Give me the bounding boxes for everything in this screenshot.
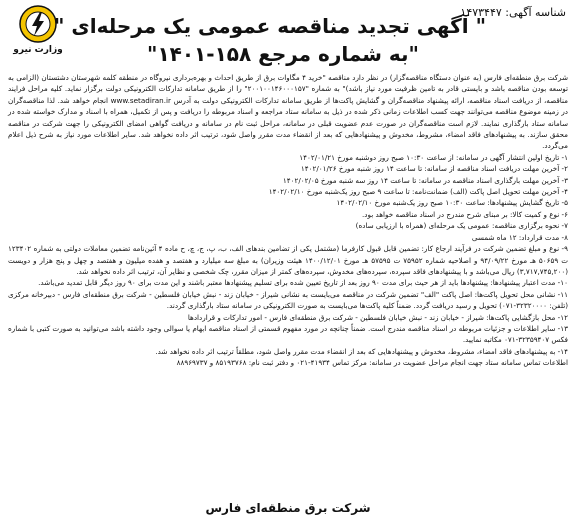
item-4: ۴- آخرین مهلت تحویل اصل پاکت (الف) ضمانت‌نامه: تا ساعت ۹ صبح روز یک‌شنبه مورخ ۱۴۰۲/۰۲/۱۰ xyxy=(268,187,568,197)
item-5: ۵- تاریخ گشایش پیشنهادها: ساعت ۱۰:۳۰ صبح روز یک‌شنبه مورخ ۱۴۰۲/۰۲/۱۰ xyxy=(336,198,568,208)
ad-reference-number: "به شماره مرجع ۱۵۸-۱۴۰۱" xyxy=(147,42,419,66)
item-11: ۱۱- نشانی محل تحویل پاکت‌ها: اصل پاکت "الف" تضمین شرکت در مناقصه می‌بایست به نشانی شیراز - خیابان زند - نبش خیابان فلسطین - شرکت برق منطقه‌ای فارس - دبیرخانه مرکزی (تلفن: ۳۲۳۲۰۰۰۰-۰۷۱) تحویل و رسید دریافت گردد. ضمناً کلیه پاکت‌ها می‌بایست به صورت الکترونیکی در سامانه ستاد بارگذاری گردند. xyxy=(8,289,568,311)
item-3: ۳- آخرین مهلت بارگذاری اسناد مناقصه در سامانه: تا ساعت ۱۴ روز سه شنبه مورخ ۱۴۰۲/۰۲/۰۵ xyxy=(282,175,568,185)
company-signature: شرکت برق منطقه‌ای فارس xyxy=(205,501,371,515)
item-8: ۸- مدت قرارداد: ۱۲ ماه شمسی xyxy=(471,232,568,242)
item-6: ۶- نوع و کمیت کالا: بر مبنای شرح مندرج در اسناد مناقصه خواهد بود. xyxy=(362,209,568,219)
item-14: ۱۴- به پیشنهادهای فاقد امضاء، مشروط، مخدوش و پیشنهادهایی که بعد از انقضاء مدت مقرر واصل شود، مطلقاً ترتیب اثر داده نخواهد شد. xyxy=(155,346,568,356)
item-12: ۱۲- محل بازگشایی پاکت‌ها: شیراز - خیابان زند - نبش خیابان فلسطین - شرکت برق منطقه‌ای فارس - امور تدارکات و قراردادها xyxy=(187,312,568,322)
item-10: ۱۰- مدت اعتبار پیشنهادها: پیشنهادها باید از هر حیث برای مدت ۹۰ روز بعد از تاریخ تعیین شده برای تسلیم پیشنهادها معتبر باشند و این مدت برای ۹۰ روز دیگر قابل تمدید می‌باشد. xyxy=(38,278,568,288)
logo-caption: وزارت نیرو xyxy=(13,45,63,55)
item-9: ۹- نوع و مبلغ تضمین شرکت در فرآیند ارجاع کار: تضمین قابل قبول کارفرما (مشتمل یکی از تضامین بندهای الف، ب، پ، ج، چ، ح ماده ۴ آئین‌نامه تضمین معاملات دولتی به شماره ۱۲۳۴۰۲ ت ۵۰۶۵۹ هـ مورخ ۹۴/۰۹/۲۲ و اصلاحیه شماره ۷۵۹۵۲ ت ۵۷۵۹۵ هـ مورخ ۱۴۰۰/۱۲/۰۱ هیئت وزیران) به مبلغ سه میلیارد و هفتصد و هفده میلیون و هفتصد و چهل و پنج هزار و دویست (۳,۷۱۷,۷۴۵,۲۰۰) ریال می‌باشد و با پیشنهادهای فاقد سپرده، سپرده‌های مخدوش، سپرده‌های کمتر از میزان مقرر، چک شخصی و نظایر آن، ترتیب اثر داده نخواهد شد. xyxy=(8,244,568,276)
ad-body xyxy=(8,72,568,369)
item-2: ۲- آخرین مهلت دریافت اسناد مناقصه از سامانه: تا ساعت ۱۴ روز شنبه مورخ ۱۴۰۲/۰۱/۲۶ xyxy=(300,164,568,174)
item-1: ۱- تاریخ اولین انتشار آگهی در سامانه: از ساعت ۱۰:۳۰ صبح روز دوشنبه مورخ ۱۴۰۲/۰۱/۲۱ xyxy=(299,152,568,162)
ad-title: " آگهی تجدید مناقصه عمومی یک مرحله‌ای " xyxy=(54,14,486,38)
item-13: ۱۳- سایر اطلاعات و جزئیات مربوطه در اسناد مناقصه مندرج است. ضمناً چنانچه در مورد مفهوم قسمتی از اسناد مناقصه ابهام یا سوالی وجود داشته باشد می‌توانید به صورت کتبی با شماره فکس ۳۲۳۵۹۴۰۷-۰۷۱ مکاتبه نمایید. xyxy=(8,323,568,345)
power-ministry-logo-icon xyxy=(18,4,58,44)
ad-id: شناسه آگهی: ۱۴۷۳۴۴۷ xyxy=(460,6,566,19)
item-7: ۷- نحوه برگزاری مناقصه: عمومی یک مرحله‌ای (همراه با ارزیابی ساده) xyxy=(355,221,568,231)
contact-info: اطلاعات تماس سامانه ستاد جهت انجام مراحل عضویت در سامانه: مرکز تماس ۴۱۹۳۴-۰۲۱ و دفتر ثبت نام: ۸۵۱۹۳۷۶۸ و ۸۸۹۶۹۷۳۷ xyxy=(176,358,568,368)
intro-paragraph: شرکت برق منطقه‌ای فارس (به عنوان دستگاه مناقصه‌گزار) در نظر دارد مناقصه "خرید ۴ مگاوات برق از طریق احداث و بهره‌برداری نیروگاه در منطقه کلمه شهرستان دشتستان (الزامی به توسعه بودن مناقصه باشد و بایستی قادر به تامین ظرفیت مورد نیاز باشد)" به شماره "۲۰۰۱۰۰۱۴۶۰۰۰۱۵۷" را از طریق سامانه تدارکات الکترونیکی دولت برگزار نماید. کلیه مراحل فرایند مناقصه، از دریافت اسناد مناقصه، ارائه پیشنهاد مناقصه‌گران و گشایش پاکت‌ها از طریق سامانه تدارکات الکترونیکی دولت به آدرس www.setadiran.ir انجام خواهد شد. لذا مناقصه‌گران در زمینه موضوع مناقصه می‌توانند جهت کسب اطلاعات زمانی ذکر شده در ذیل به سامانه ستاد مراجعه و اسناد مربوطه را دریافت و پس از تکمیل، همراه با اسناد و مدارک خواسته شده در سامانه ستاد بارگذاری نمایند. لازم است مناقصه‌گران در صورت عدم عضویت قبلی در سامانه، مراحل ثبت نام در سامانه و دریافت گواهی امضای الکترونیکی را جهت شرکت در مناقصه محقق سازند. به پیشنهادهای فاقد امضاء، مشروط، مخدوش و پیشنهادهایی که بعد از انقضاء مدت مقرر واصل شود، ترتیب اثر داده نخواهد شد. سایر اطلاعات مورد نیاز به شرح ذیل اعلام می‌گردد. xyxy=(8,73,569,151)
